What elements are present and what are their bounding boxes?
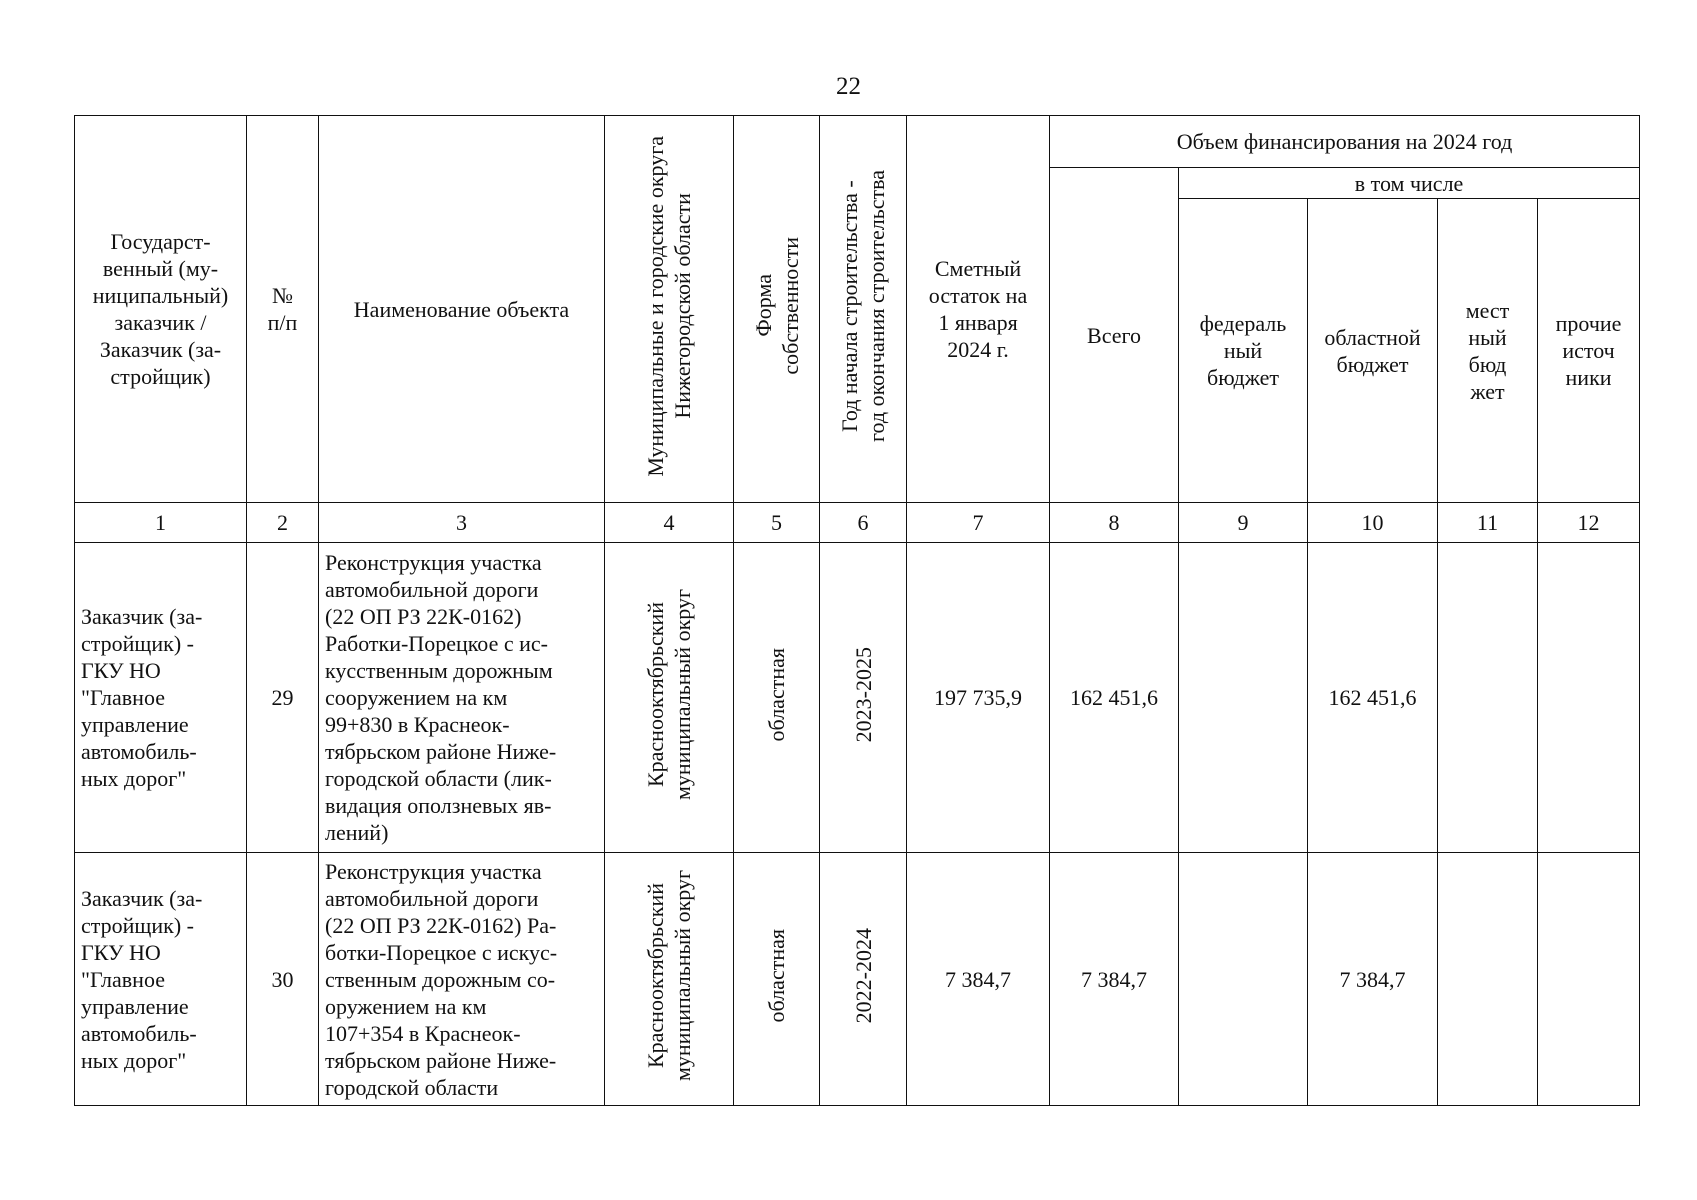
header-years	[820, 116, 907, 503]
header-regional: областной бюджет	[1308, 199, 1438, 503]
row-estimate: 7 384,7	[907, 853, 1050, 1106]
row-number: 29	[247, 543, 319, 853]
header-municipality	[605, 116, 734, 503]
row-years-text: 2022-2024	[850, 928, 876, 1024]
header-local: мест ный бюд жет	[1438, 199, 1538, 503]
column-number: 2	[247, 503, 319, 543]
header-other: прочие источ ники	[1538, 199, 1640, 503]
table-row	[75, 853, 1640, 1106]
header-ownership	[734, 116, 820, 503]
header-financing: Объем финансирования на 2024 год	[1050, 116, 1640, 168]
table-row	[75, 543, 1640, 853]
column-number: 1	[75, 503, 247, 543]
row-total: 7 384,7	[1050, 853, 1179, 1106]
row-municipality-text: Краснооктябрьский муниципальный округ	[643, 588, 695, 800]
row-other	[1538, 543, 1640, 853]
row-years	[820, 853, 907, 1106]
row-federal	[1179, 543, 1308, 853]
column-number: 12	[1538, 503, 1640, 543]
header-customer: Государст- венный (му- ниципальный) заказчик / Заказчик (за- стройщик)	[75, 116, 247, 503]
header-estimate: Сметный остаток на 1 января 2024 г.	[907, 116, 1050, 503]
header-years-text: Год начала строительства - год окончания строительства	[837, 170, 889, 442]
row-years-text: 2023-2025	[850, 646, 876, 743]
row-years	[820, 543, 907, 853]
header-number: № п/п	[247, 116, 319, 503]
header-municipality-text: Муниципальные и городские округа Нижегородской области	[643, 135, 695, 477]
row-object-name: Реконструкция участка автомобильной дороги (22 ОП РЗ 22К-0162) Работки-Порецкое с ис- кусственным дорожным сооружением на км 99+830 в Краснеок- тябрьском районе Ниже- городской области (лик- видация оползневых яв- лений)	[319, 543, 605, 853]
row-ownership	[734, 853, 820, 1106]
row-total: 162 451,6	[1050, 543, 1179, 853]
page-number: 22	[836, 73, 861, 100]
row-regional: 7 384,7	[1308, 853, 1438, 1106]
row-local	[1438, 543, 1538, 853]
column-number: 6	[820, 503, 907, 543]
financing-table	[74, 115, 1640, 1106]
row-customer: Заказчик (за- стройщик) - ГКУ НО "Главное управление автомобиль- ных дорог"	[75, 853, 247, 1106]
row-regional: 162 451,6	[1308, 543, 1438, 853]
row-municipality	[605, 853, 734, 1106]
header-object-name: Наименование объекта	[319, 116, 605, 503]
header-federal: федераль ный бюджет	[1179, 199, 1308, 503]
row-ownership	[734, 543, 820, 853]
column-numbers-row	[75, 503, 1640, 543]
row-other	[1538, 853, 1640, 1106]
column-number: 5	[734, 503, 820, 543]
column-number: 3	[319, 503, 605, 543]
row-customer: Заказчик (за- стройщик) - ГКУ НО "Главное управление автомобиль- ных дорог"	[75, 543, 247, 853]
row-number: 30	[247, 853, 319, 1106]
row-federal	[1179, 853, 1308, 1106]
header-including: в том числе	[1179, 168, 1640, 199]
row-object-name: Реконструкция участка автомобильной дороги (22 ОП РЗ 22К-0162) Ра- ботки-Порецкое с искус- ственным дорожным со- оружением на км 107+354 в Краснеок- тябрьском районе Ниже- городской области	[319, 853, 605, 1106]
column-number: 11	[1438, 503, 1538, 543]
header-total: Всего	[1050, 168, 1179, 503]
column-number: 4	[605, 503, 734, 543]
row-municipality	[605, 543, 734, 853]
column-number: 8	[1050, 503, 1179, 543]
header-row-1	[75, 116, 1640, 168]
row-estimate: 197 735,9	[907, 543, 1050, 853]
header-ownership-text: Форма собственности	[750, 237, 803, 375]
row-municipality-text: Краснооктябрьский муниципальный округ	[643, 870, 695, 1082]
row-ownership-text: областная	[764, 929, 789, 1023]
column-number: 9	[1179, 503, 1308, 543]
column-number: 7	[907, 503, 1050, 543]
row-ownership-text: областная	[764, 647, 789, 742]
column-number: 10	[1308, 503, 1438, 543]
row-local	[1438, 853, 1538, 1106]
